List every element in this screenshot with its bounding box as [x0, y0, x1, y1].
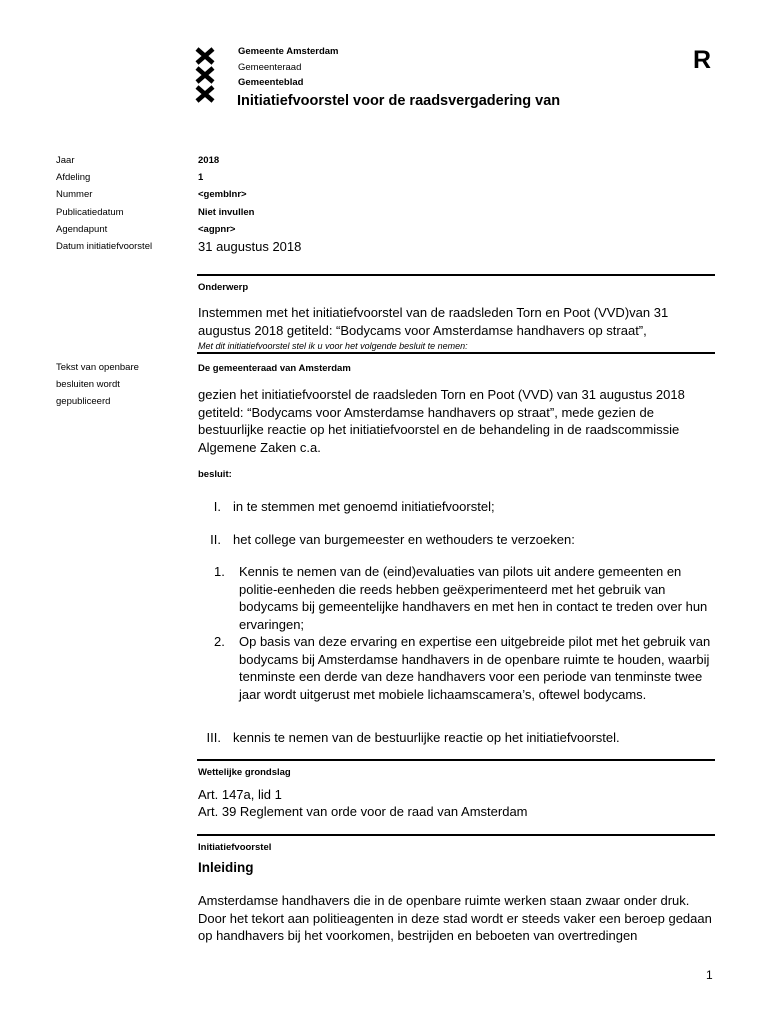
- proposal-label: Initiatiefvoorstel: [198, 842, 272, 853]
- section-divider: [197, 274, 715, 276]
- decision-item-number: I.: [213, 499, 221, 514]
- decision-item: [193, 498, 693, 516]
- org-council: Gemeenteraad: [238, 62, 302, 73]
- meta-value-year: 2018: [198, 155, 220, 166]
- meta-label: Nummer: [56, 189, 93, 201]
- meta-value-agenda-item: <agpnr>: [198, 223, 236, 235]
- council-label: De gemeenteraad van Amsterdam: [198, 363, 351, 374]
- decision-item-text: het college van burgemeester en wethouders te verzoeken:: [233, 532, 575, 547]
- corner-letter: R: [693, 46, 712, 74]
- decision-item-text: in te stemmen met genoemd initiatiefvoorstel;: [233, 499, 495, 514]
- meta-label: Agendapunt: [56, 223, 108, 235]
- decision-item: [193, 531, 693, 549]
- document-title: Initiatiefvoorstel voor de raadsvergadering van: [237, 93, 561, 109]
- meta-label: Publicatiedatum: [56, 206, 124, 218]
- page-number: 1: [706, 968, 713, 982]
- request-item: [214, 633, 714, 703]
- x-mark-icon: [195, 66, 215, 84]
- section-divider: [197, 834, 715, 836]
- introduction-heading: Inleiding: [198, 860, 254, 875]
- section-divider: [197, 352, 715, 354]
- subject-label: Onderwerp: [198, 282, 249, 293]
- decision-item-text: kennis te nemen van de bestuurlijke reactie op het initiatiefvoorstel.: [233, 730, 620, 745]
- legal-basis-line: Art. 147a, lid 1: [198, 787, 282, 802]
- meta-value-department: 1: [198, 172, 204, 184]
- request-item-number: 2.: [214, 634, 225, 649]
- introduction-text: Amsterdamse handhavers die in de openbare ruimte werken staan zwaar onder druk. Door het tekort aan politieagenten in deze stad wordt er steeds vaker een beroep gedaan op handhavers bij het voorkomen, bestrijden en beboeten van overtredingen: [198, 893, 712, 943]
- subject-note: Met dit initiatiefvoorstel stel ik u voor het volgende besluit te nemen:: [198, 341, 468, 351]
- meta-value-proposal-date: 31 augustus 2018: [198, 238, 302, 254]
- request-list: [214, 563, 714, 703]
- org-name: Gemeente Amsterdam: [238, 46, 339, 57]
- decision-item-number: III.: [206, 730, 221, 745]
- subject-text: Instemmen met het initiatiefvoorstel van de raadsleden Torn en Poot (VVD)van 31 augustus 2018 getiteld: “Bodycams voor Amsterdamse handhavers op straat”,: [198, 305, 669, 338]
- x-mark-icon: [195, 47, 215, 65]
- org-gazette: Gemeenteblad: [238, 77, 304, 88]
- meta-value-number: <gemblnr>: [198, 189, 247, 201]
- meta-values: [198, 152, 301, 255]
- meta-label: Jaar: [56, 155, 75, 166]
- amsterdam-logo: [195, 47, 219, 104]
- meta-label: Datum initiatiefvoorstel: [56, 240, 153, 252]
- x-mark-icon: [195, 85, 215, 103]
- decision-item: [193, 729, 693, 747]
- decision-item-number: II.: [210, 532, 221, 547]
- meta-value-publication-date: Niet invullen: [198, 206, 255, 218]
- legal-basis-label: Wettelijke grondslag: [198, 767, 291, 778]
- request-item: [214, 563, 714, 633]
- decision-label: besluit:: [198, 469, 232, 480]
- meta-labels: [56, 152, 152, 255]
- request-item-number: 1.: [214, 564, 225, 579]
- section-divider: [197, 759, 715, 761]
- publication-side-note: Tekst van openbare besluiten wordt gepubliceerd: [56, 362, 139, 407]
- request-item-text: Op basis van deze ervaring en expertise een uitgebreide pilot met het gebruik van bodycams bij Amsterdamse handhavers in de openbare ruimte te houden, waarbij tenminste een derde van deze handhavers voor een periode van tenminste twee jaar wordt uitgerust met mobiele lichaamscamera’s, oftewel bodycams.: [239, 634, 711, 702]
- request-item-text: Kennis te nemen van de (eind)evaluaties van pilots uit andere gemeenten en politie-eenheden die reeds hebben geëxperimenteerd met het gebruik van bodycams bij gemeentelijke handhavers en met hen in contact te treden over hun ervaringen;: [239, 564, 708, 632]
- legal-basis-line: Art. 39 Reglement van orde voor de raad van Amsterdam: [198, 804, 528, 819]
- meta-label: Afdeling: [56, 172, 91, 184]
- decision-intro: gezien het initiatiefvoorstel de raadsleden Torn en Poot (VVD) van 31 augustus 2018 getiteld: “Bodycams voor Amsterdamse handhavers op straat”, mede gezien de bestuurlijke reactie op het initiatiefvoorstel en de behandeling in de raadscommissie Algemene Zaken c.a.: [198, 387, 685, 455]
